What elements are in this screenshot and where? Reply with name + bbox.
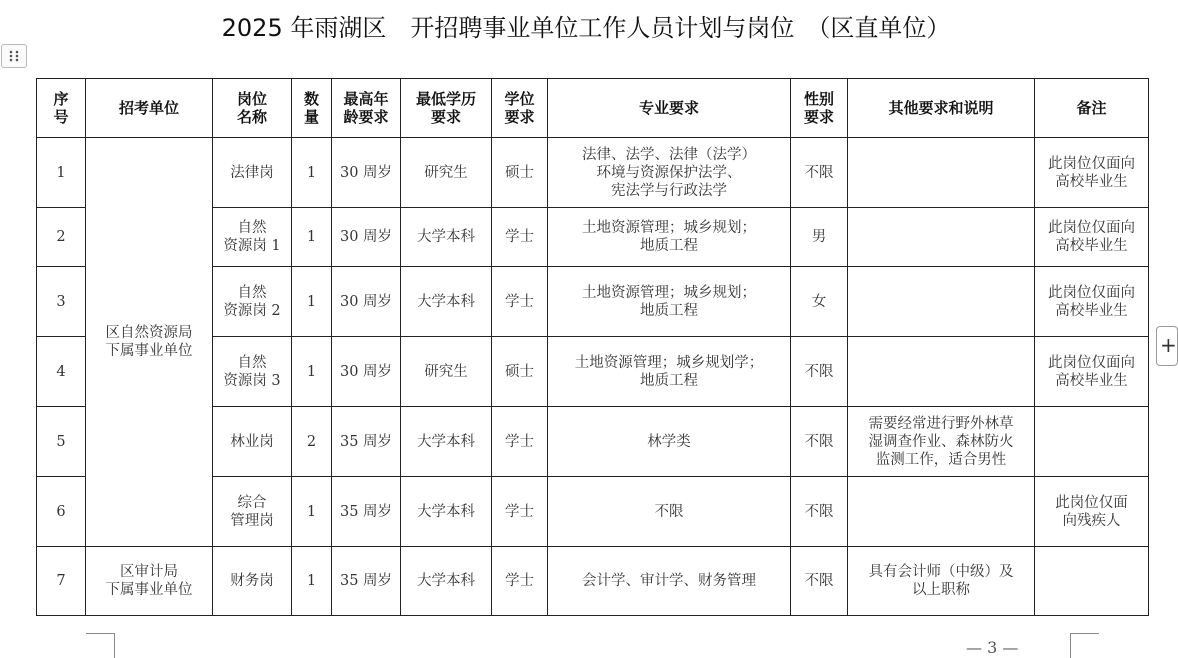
cell-seq[interactable]: 1 (37, 138, 86, 208)
cell-count[interactable]: 1 (292, 337, 332, 407)
cell-edu[interactable]: 大学本科 (401, 208, 492, 267)
cell-edu[interactable]: 研究生 (401, 337, 492, 407)
cell-unit[interactable]: 区自然资源局 下属事业单位 (86, 138, 213, 547)
cell-major[interactable]: 林学类 (548, 407, 791, 477)
cell-age[interactable]: 35 周岁 (332, 477, 401, 547)
header-row (37, 79, 1149, 138)
cell-post[interactable]: 自然 资源岗 3 (213, 337, 292, 407)
header-degree: 学位 要求 (492, 79, 548, 138)
header-count: 数 量 (292, 79, 332, 138)
cell-other[interactable]: 需要经常进行野外林草 湿调查作业、森林防火 监测工作，适合男性 (848, 407, 1035, 477)
cell-gender[interactable]: 不限 (791, 407, 848, 477)
cell-major[interactable]: 土地资源管理；城乡规划； 地质工程 (548, 208, 791, 267)
cell-age[interactable]: 30 周岁 (332, 337, 401, 407)
cell-count[interactable]: 1 (292, 547, 332, 616)
drag-grid-icon (8, 49, 20, 63)
cell-degree[interactable]: 硕士 (492, 337, 548, 407)
cell-age[interactable]: 30 周岁 (332, 208, 401, 267)
cell-gender[interactable]: 不限 (791, 477, 848, 547)
table-row (37, 138, 1149, 208)
cell-degree[interactable]: 学士 (492, 477, 548, 547)
header-other: 其他要求和说明 (848, 79, 1035, 138)
cell-other[interactable] (848, 477, 1035, 547)
cell-note[interactable]: 此岗位仅面向 高校毕业生 (1035, 208, 1149, 267)
cell-degree[interactable]: 学士 (492, 208, 548, 267)
cell-count[interactable]: 1 (292, 138, 332, 208)
cell-post[interactable]: 林业岗 (213, 407, 292, 477)
cell-post[interactable]: 综合 管理岗 (213, 477, 292, 547)
cell-post[interactable]: 法律岗 (213, 138, 292, 208)
cell-note[interactable]: 此岗位仅面 向残疾人 (1035, 477, 1149, 547)
document-title: 2025 年雨湖区 开招聘事业单位工作人员计划与岗位 （区直单位） (221, 14, 951, 42)
header-note: 备注 (1035, 79, 1149, 138)
page-corner-mark-right (1070, 633, 1099, 658)
cell-note[interactable] (1035, 547, 1149, 616)
cell-seq[interactable]: 3 (37, 267, 86, 337)
header-age: 最高年 龄要求 (332, 79, 401, 138)
cell-edu[interactable]: 大学本科 (401, 407, 492, 477)
cell-degree[interactable]: 学士 (492, 547, 548, 616)
cell-edu[interactable]: 大学本科 (401, 477, 492, 547)
cell-edu[interactable]: 大学本科 (401, 547, 492, 616)
header-gender: 性别 要求 (791, 79, 848, 138)
cell-post[interactable]: 自然 资源岗 2 (213, 267, 292, 337)
recruitment-table (36, 78, 1149, 616)
cell-note[interactable]: 此岗位仅面向 高校毕业生 (1035, 337, 1149, 407)
cell-gender[interactable]: 不限 (791, 138, 848, 208)
cell-post[interactable]: 财务岗 (213, 547, 292, 616)
cell-other[interactable] (848, 138, 1035, 208)
header-post: 岗位 名称 (213, 79, 292, 138)
table-move-handle[interactable] (1, 44, 27, 68)
cell-other[interactable]: 具有会计师（中级）及 以上职称 (848, 547, 1035, 616)
cell-major[interactable]: 会计学、审计学、财务管理 (548, 547, 791, 616)
cell-unit[interactable]: 区审计局 下属事业单位 (86, 547, 213, 616)
plus-icon: + (1160, 333, 1177, 357)
cell-degree[interactable]: 学士 (492, 407, 548, 477)
header-major: 专业要求 (548, 79, 791, 138)
cell-age[interactable]: 30 周岁 (332, 138, 401, 208)
cell-seq[interactable]: 2 (37, 208, 86, 267)
cell-gender[interactable]: 不限 (791, 547, 848, 616)
header-edu: 最低学历 要求 (401, 79, 492, 138)
cell-note[interactable]: 此岗位仅面向 高校毕业生 (1035, 138, 1149, 208)
header-seq: 序 号 (37, 79, 86, 138)
cell-count[interactable]: 2 (292, 407, 332, 477)
cell-degree[interactable]: 硕士 (492, 138, 548, 208)
header-unit: 招考单位 (86, 79, 213, 138)
cell-age[interactable]: 30 周岁 (332, 267, 401, 337)
page-number: — 3 — (966, 638, 1019, 657)
cell-post[interactable]: 自然 资源岗 1 (213, 208, 292, 267)
cell-seq[interactable]: 5 (37, 407, 86, 477)
cell-other[interactable] (848, 267, 1035, 337)
cell-seq[interactable]: 6 (37, 477, 86, 547)
cell-seq[interactable]: 7 (37, 547, 86, 616)
cell-major[interactable]: 不限 (548, 477, 791, 547)
cell-gender[interactable]: 男 (791, 208, 848, 267)
cell-note[interactable] (1035, 407, 1149, 477)
page-corner-mark-left (86, 633, 115, 658)
add-column-button[interactable] (1156, 326, 1178, 366)
cell-note[interactable]: 此岗位仅面向 高校毕业生 (1035, 267, 1149, 337)
cell-major[interactable]: 土地资源管理；城乡规划； 地质工程 (548, 267, 791, 337)
cell-other[interactable] (848, 208, 1035, 267)
cell-major[interactable]: 土地资源管理；城乡规划学； 地质工程 (548, 337, 791, 407)
cell-edu[interactable]: 大学本科 (401, 267, 492, 337)
cell-gender[interactable]: 女 (791, 267, 848, 337)
cell-seq[interactable]: 4 (37, 337, 86, 407)
cell-count[interactable]: 1 (292, 477, 332, 547)
cell-count[interactable]: 1 (292, 267, 332, 337)
cell-major[interactable]: 法律、法学、法律（法学） 环境与资源保护法学、 宪法学与行政法学 (548, 138, 791, 208)
cell-other[interactable] (848, 337, 1035, 407)
cell-degree[interactable]: 学士 (492, 267, 548, 337)
cell-age[interactable]: 35 周岁 (332, 407, 401, 477)
cell-edu[interactable]: 研究生 (401, 138, 492, 208)
table-row (37, 547, 1149, 616)
cell-count[interactable]: 1 (292, 208, 332, 267)
cell-age[interactable]: 35 周岁 (332, 547, 401, 616)
cell-gender[interactable]: 不限 (791, 337, 848, 407)
